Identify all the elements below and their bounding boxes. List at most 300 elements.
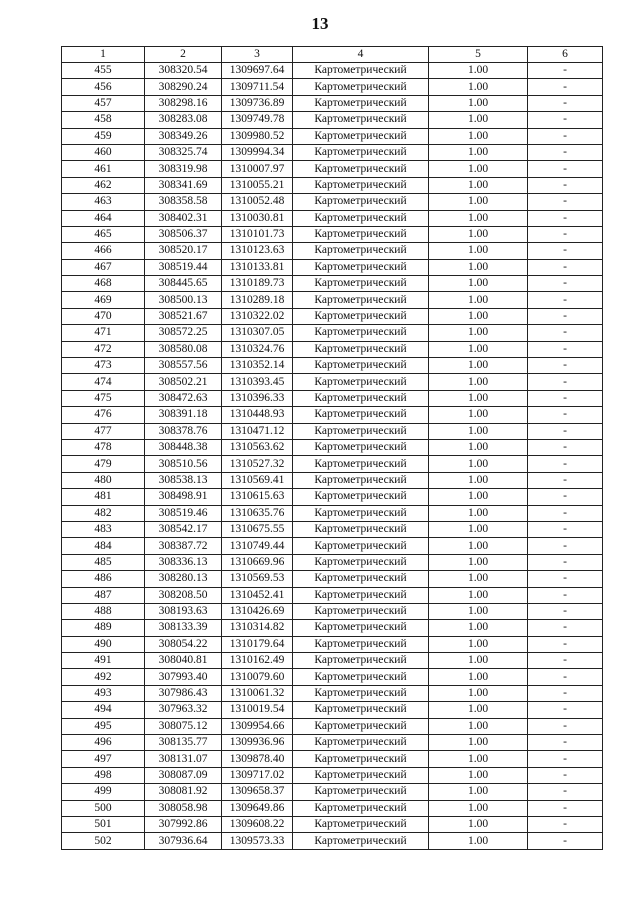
accuracy-cell: 1.00 [429, 603, 528, 619]
note-cell: - [528, 735, 603, 751]
point-number-cell: 494 [62, 702, 145, 718]
accuracy-cell: 1.00 [429, 620, 528, 636]
x-coordinate-cell: 307936.64 [145, 833, 222, 849]
accuracy-cell: 1.00 [429, 226, 528, 242]
point-number-cell: 500 [62, 800, 145, 816]
point-number-cell: 471 [62, 325, 145, 341]
y-coordinate-cell: 1309711.54 [222, 79, 293, 95]
method-cell: Картометрический [293, 276, 429, 292]
note-cell: - [528, 489, 603, 505]
table-row [62, 472, 603, 488]
accuracy-cell: 1.00 [429, 423, 528, 439]
y-coordinate-cell: 1310749.44 [222, 538, 293, 554]
y-coordinate-cell: 1309658.37 [222, 784, 293, 800]
table-row [62, 571, 603, 587]
note-cell: - [528, 63, 603, 79]
point-number-cell: 483 [62, 521, 145, 537]
method-cell: Картометрический [293, 177, 429, 193]
table-row [62, 489, 603, 505]
note-cell: - [528, 374, 603, 390]
table-row [62, 521, 603, 537]
method-cell: Картометрический [293, 767, 429, 783]
note-cell: - [528, 816, 603, 832]
x-coordinate-cell: 308193.63 [145, 603, 222, 619]
point-number-cell: 476 [62, 407, 145, 423]
y-coordinate-cell: 1309608.22 [222, 816, 293, 832]
x-coordinate-cell: 308280.13 [145, 571, 222, 587]
accuracy-cell: 1.00 [429, 210, 528, 226]
y-coordinate-cell: 1309736.89 [222, 95, 293, 111]
x-coordinate-cell: 308075.12 [145, 718, 222, 734]
method-cell: Картометрический [293, 144, 429, 160]
note-cell: - [528, 325, 603, 341]
method-cell: Картометрический [293, 489, 429, 505]
method-cell: Картометрический [293, 374, 429, 390]
y-coordinate-cell: 1310061.32 [222, 685, 293, 701]
table-row [62, 177, 603, 193]
y-coordinate-cell: 1310675.55 [222, 521, 293, 537]
point-number-cell: 459 [62, 128, 145, 144]
x-coordinate-cell: 308087.09 [145, 767, 222, 783]
note-cell: - [528, 112, 603, 128]
method-cell: Картометрический [293, 669, 429, 685]
point-number-cell: 485 [62, 554, 145, 570]
point-number-cell: 467 [62, 259, 145, 275]
table-row [62, 456, 603, 472]
y-coordinate-cell: 1310189.73 [222, 276, 293, 292]
accuracy-cell: 1.00 [429, 63, 528, 79]
point-number-cell: 481 [62, 489, 145, 505]
accuracy-cell: 1.00 [429, 308, 528, 324]
note-cell: - [528, 439, 603, 455]
note-cell: - [528, 603, 603, 619]
note-cell: - [528, 669, 603, 685]
note-cell: - [528, 161, 603, 177]
y-coordinate-cell: 1309749.78 [222, 112, 293, 128]
accuracy-cell: 1.00 [429, 718, 528, 734]
point-number-cell: 464 [62, 210, 145, 226]
table-body [62, 63, 603, 850]
table-row [62, 374, 603, 390]
note-cell: - [528, 653, 603, 669]
x-coordinate-cell: 308472.63 [145, 390, 222, 406]
accuracy-cell: 1.00 [429, 751, 528, 767]
point-number-cell: 473 [62, 358, 145, 374]
accuracy-cell: 1.00 [429, 784, 528, 800]
table-row [62, 554, 603, 570]
table-row [62, 276, 603, 292]
x-coordinate-cell: 308502.21 [145, 374, 222, 390]
point-number-cell: 468 [62, 276, 145, 292]
accuracy-cell: 1.00 [429, 95, 528, 111]
point-number-cell: 472 [62, 341, 145, 357]
point-number-cell: 491 [62, 653, 145, 669]
y-coordinate-cell: 1310289.18 [222, 292, 293, 308]
method-cell: Картометрический [293, 226, 429, 242]
x-coordinate-cell: 308519.46 [145, 505, 222, 521]
method-cell: Картометрический [293, 423, 429, 439]
y-coordinate-cell: 1310007.97 [222, 161, 293, 177]
column-header: 2 [145, 47, 222, 63]
note-cell: - [528, 800, 603, 816]
table-row [62, 636, 603, 652]
point-number-cell: 458 [62, 112, 145, 128]
note-cell: - [528, 341, 603, 357]
method-cell: Картометрический [293, 95, 429, 111]
note-cell: - [528, 521, 603, 537]
method-cell: Картометрический [293, 390, 429, 406]
y-coordinate-cell: 1310569.53 [222, 571, 293, 587]
x-coordinate-cell: 308498.91 [145, 489, 222, 505]
note-cell: - [528, 358, 603, 374]
column-header: 5 [429, 47, 528, 63]
x-coordinate-cell: 308538.13 [145, 472, 222, 488]
note-cell: - [528, 259, 603, 275]
method-cell: Картометрический [293, 521, 429, 537]
accuracy-cell: 1.00 [429, 538, 528, 554]
point-number-cell: 486 [62, 571, 145, 587]
table-row [62, 390, 603, 406]
table-row [62, 128, 603, 144]
x-coordinate-cell: 308319.98 [145, 161, 222, 177]
table-row [62, 620, 603, 636]
accuracy-cell: 1.00 [429, 292, 528, 308]
accuracy-cell: 1.00 [429, 735, 528, 751]
method-cell: Картометрический [293, 407, 429, 423]
accuracy-cell: 1.00 [429, 325, 528, 341]
coordinates-table [61, 46, 603, 850]
method-cell: Картометрический [293, 603, 429, 619]
x-coordinate-cell: 308520.17 [145, 243, 222, 259]
accuracy-cell: 1.00 [429, 341, 528, 357]
accuracy-cell: 1.00 [429, 390, 528, 406]
x-coordinate-cell: 308387.72 [145, 538, 222, 554]
y-coordinate-cell: 1310669.96 [222, 554, 293, 570]
x-coordinate-cell: 308131.07 [145, 751, 222, 767]
accuracy-cell: 1.00 [429, 407, 528, 423]
y-coordinate-cell: 1310052.48 [222, 194, 293, 210]
point-number-cell: 477 [62, 423, 145, 439]
y-coordinate-cell: 1310527.32 [222, 456, 293, 472]
note-cell: - [528, 587, 603, 603]
method-cell: Картометрический [293, 816, 429, 832]
y-coordinate-cell: 1309994.34 [222, 144, 293, 160]
method-cell: Картометрический [293, 554, 429, 570]
note-cell: - [528, 390, 603, 406]
point-number-cell: 484 [62, 538, 145, 554]
method-cell: Картометрический [293, 308, 429, 324]
accuracy-cell: 1.00 [429, 276, 528, 292]
note-cell: - [528, 472, 603, 488]
accuracy-cell: 1.00 [429, 259, 528, 275]
method-cell: Картометрический [293, 505, 429, 521]
table-row [62, 685, 603, 701]
x-coordinate-cell: 308445.65 [145, 276, 222, 292]
method-cell: Картометрический [293, 571, 429, 587]
accuracy-cell: 1.00 [429, 702, 528, 718]
method-cell: Картометрический [293, 784, 429, 800]
method-cell: Картометрический [293, 653, 429, 669]
table-row [62, 407, 603, 423]
accuracy-cell: 1.00 [429, 505, 528, 521]
table-row [62, 816, 603, 832]
note-cell: - [528, 456, 603, 472]
accuracy-cell: 1.00 [429, 79, 528, 95]
y-coordinate-cell: 1310019.54 [222, 702, 293, 718]
accuracy-cell: 1.00 [429, 489, 528, 505]
accuracy-cell: 1.00 [429, 177, 528, 193]
table-header-row [62, 47, 603, 63]
y-coordinate-cell: 1310563.62 [222, 439, 293, 455]
method-cell: Картометрический [293, 685, 429, 701]
y-coordinate-cell: 1309573.33 [222, 833, 293, 849]
table-row [62, 308, 603, 324]
point-number-cell: 499 [62, 784, 145, 800]
table-row [62, 751, 603, 767]
x-coordinate-cell: 308336.13 [145, 554, 222, 570]
y-coordinate-cell: 1310635.76 [222, 505, 293, 521]
method-cell: Картометрический [293, 702, 429, 718]
table-row [62, 226, 603, 242]
note-cell: - [528, 571, 603, 587]
point-number-cell: 492 [62, 669, 145, 685]
point-number-cell: 488 [62, 603, 145, 619]
y-coordinate-cell: 1309936.96 [222, 735, 293, 751]
x-coordinate-cell: 308358.58 [145, 194, 222, 210]
column-header: 6 [528, 47, 603, 63]
accuracy-cell: 1.00 [429, 587, 528, 603]
x-coordinate-cell: 308402.31 [145, 210, 222, 226]
table-row [62, 833, 603, 849]
x-coordinate-cell: 307986.43 [145, 685, 222, 701]
note-cell: - [528, 292, 603, 308]
point-number-cell: 474 [62, 374, 145, 390]
accuracy-cell: 1.00 [429, 243, 528, 259]
accuracy-cell: 1.00 [429, 685, 528, 701]
note-cell: - [528, 620, 603, 636]
y-coordinate-cell: 1310396.33 [222, 390, 293, 406]
accuracy-cell: 1.00 [429, 439, 528, 455]
point-number-cell: 490 [62, 636, 145, 652]
y-coordinate-cell: 1310133.81 [222, 259, 293, 275]
x-coordinate-cell: 308580.08 [145, 341, 222, 357]
accuracy-cell: 1.00 [429, 571, 528, 587]
x-coordinate-cell: 308542.17 [145, 521, 222, 537]
method-cell: Картометрический [293, 718, 429, 734]
point-number-cell: 501 [62, 816, 145, 832]
x-coordinate-cell: 308325.74 [145, 144, 222, 160]
accuracy-cell: 1.00 [429, 521, 528, 537]
x-coordinate-cell: 307963.32 [145, 702, 222, 718]
y-coordinate-cell: 1310615.63 [222, 489, 293, 505]
column-header: 4 [293, 47, 429, 63]
point-number-cell: 496 [62, 735, 145, 751]
x-coordinate-cell: 308298.16 [145, 95, 222, 111]
accuracy-cell: 1.00 [429, 554, 528, 570]
x-coordinate-cell: 308519.44 [145, 259, 222, 275]
point-number-cell: 498 [62, 767, 145, 783]
method-cell: Картометрический [293, 128, 429, 144]
y-coordinate-cell: 1310324.76 [222, 341, 293, 357]
point-number-cell: 465 [62, 226, 145, 242]
y-coordinate-cell: 1310352.14 [222, 358, 293, 374]
note-cell: - [528, 702, 603, 718]
note-cell: - [528, 210, 603, 226]
point-number-cell: 475 [62, 390, 145, 406]
table-row [62, 669, 603, 685]
method-cell: Картометрический [293, 472, 429, 488]
method-cell: Картометрический [293, 439, 429, 455]
method-cell: Картометрический [293, 112, 429, 128]
table-row [62, 358, 603, 374]
method-cell: Картометрический [293, 259, 429, 275]
y-coordinate-cell: 1310055.21 [222, 177, 293, 193]
accuracy-cell: 1.00 [429, 194, 528, 210]
accuracy-cell: 1.00 [429, 144, 528, 160]
accuracy-cell: 1.00 [429, 161, 528, 177]
x-coordinate-cell: 308572.25 [145, 325, 222, 341]
method-cell: Картометрический [293, 833, 429, 849]
point-number-cell: 487 [62, 587, 145, 603]
note-cell: - [528, 243, 603, 259]
y-coordinate-cell: 1309878.40 [222, 751, 293, 767]
table-row [62, 718, 603, 734]
table-row [62, 259, 603, 275]
method-cell: Картометрический [293, 292, 429, 308]
accuracy-cell: 1.00 [429, 800, 528, 816]
note-cell: - [528, 538, 603, 554]
table-row [62, 194, 603, 210]
x-coordinate-cell: 308378.76 [145, 423, 222, 439]
x-coordinate-cell: 308081.92 [145, 784, 222, 800]
method-cell: Картометрический [293, 636, 429, 652]
table-row [62, 243, 603, 259]
x-coordinate-cell: 308341.69 [145, 177, 222, 193]
method-cell: Картометрический [293, 161, 429, 177]
y-coordinate-cell: 1309697.64 [222, 63, 293, 79]
point-number-cell: 497 [62, 751, 145, 767]
note-cell: - [528, 407, 603, 423]
x-coordinate-cell: 308391.18 [145, 407, 222, 423]
point-number-cell: 470 [62, 308, 145, 324]
table-row [62, 144, 603, 160]
point-number-cell: 466 [62, 243, 145, 259]
note-cell: - [528, 95, 603, 111]
point-number-cell: 478 [62, 439, 145, 455]
accuracy-cell: 1.00 [429, 833, 528, 849]
accuracy-cell: 1.00 [429, 636, 528, 652]
note-cell: - [528, 128, 603, 144]
table-row [62, 538, 603, 554]
y-coordinate-cell: 1310393.45 [222, 374, 293, 390]
point-number-cell: 489 [62, 620, 145, 636]
table-row [62, 603, 603, 619]
note-cell: - [528, 194, 603, 210]
note-cell: - [528, 784, 603, 800]
note-cell: - [528, 276, 603, 292]
table-row [62, 210, 603, 226]
note-cell: - [528, 226, 603, 242]
y-coordinate-cell: 1310307.05 [222, 325, 293, 341]
note-cell: - [528, 767, 603, 783]
y-coordinate-cell: 1310162.49 [222, 653, 293, 669]
point-number-cell: 482 [62, 505, 145, 521]
table-row [62, 292, 603, 308]
y-coordinate-cell: 1310322.02 [222, 308, 293, 324]
y-coordinate-cell: 1310452.41 [222, 587, 293, 603]
point-number-cell: 463 [62, 194, 145, 210]
point-number-cell: 493 [62, 685, 145, 701]
x-coordinate-cell: 308290.24 [145, 79, 222, 95]
point-number-cell: 456 [62, 79, 145, 95]
point-number-cell: 495 [62, 718, 145, 734]
method-cell: Картометрический [293, 735, 429, 751]
accuracy-cell: 1.00 [429, 669, 528, 685]
y-coordinate-cell: 1310030.81 [222, 210, 293, 226]
method-cell: Картометрический [293, 79, 429, 95]
table-row [62, 161, 603, 177]
accuracy-cell: 1.00 [429, 374, 528, 390]
y-coordinate-cell: 1310426.69 [222, 603, 293, 619]
method-cell: Картометрический [293, 243, 429, 259]
accuracy-cell: 1.00 [429, 456, 528, 472]
x-coordinate-cell: 308135.77 [145, 735, 222, 751]
method-cell: Картометрический [293, 620, 429, 636]
note-cell: - [528, 177, 603, 193]
x-coordinate-cell: 308349.26 [145, 128, 222, 144]
y-coordinate-cell: 1310101.73 [222, 226, 293, 242]
x-coordinate-cell: 308208.50 [145, 587, 222, 603]
note-cell: - [528, 554, 603, 570]
x-coordinate-cell: 308283.08 [145, 112, 222, 128]
table-row [62, 439, 603, 455]
accuracy-cell: 1.00 [429, 358, 528, 374]
point-number-cell: 460 [62, 144, 145, 160]
method-cell: Картометрический [293, 325, 429, 341]
accuracy-cell: 1.00 [429, 816, 528, 832]
y-coordinate-cell: 1309980.52 [222, 128, 293, 144]
accuracy-cell: 1.00 [429, 128, 528, 144]
point-number-cell: 479 [62, 456, 145, 472]
table-row [62, 63, 603, 79]
point-number-cell: 480 [62, 472, 145, 488]
point-number-cell: 502 [62, 833, 145, 849]
x-coordinate-cell: 308500.13 [145, 292, 222, 308]
column-header: 3 [222, 47, 293, 63]
table-row [62, 702, 603, 718]
table-row [62, 505, 603, 521]
method-cell: Картометрический [293, 358, 429, 374]
y-coordinate-cell: 1309717.02 [222, 767, 293, 783]
note-cell: - [528, 144, 603, 160]
point-number-cell: 457 [62, 95, 145, 111]
x-coordinate-cell: 308510.56 [145, 456, 222, 472]
method-cell: Картометрический [293, 800, 429, 816]
x-coordinate-cell: 308521.67 [145, 308, 222, 324]
x-coordinate-cell: 308506.37 [145, 226, 222, 242]
accuracy-cell: 1.00 [429, 767, 528, 783]
accuracy-cell: 1.00 [429, 472, 528, 488]
table-row [62, 587, 603, 603]
method-cell: Картометрический [293, 63, 429, 79]
note-cell: - [528, 636, 603, 652]
table-row [62, 735, 603, 751]
point-number-cell: 462 [62, 177, 145, 193]
x-coordinate-cell: 308054.22 [145, 636, 222, 652]
x-coordinate-cell: 307992.86 [145, 816, 222, 832]
note-cell: - [528, 423, 603, 439]
x-coordinate-cell: 308320.54 [145, 63, 222, 79]
